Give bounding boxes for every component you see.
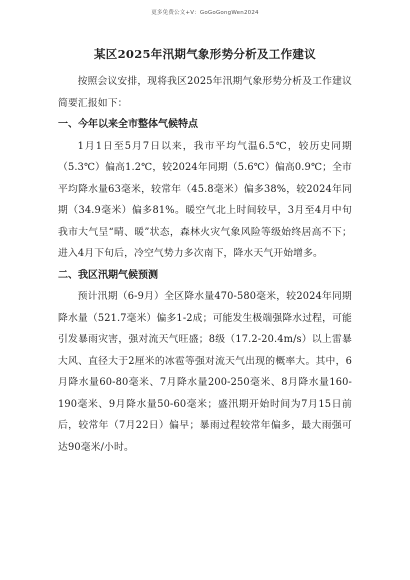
- watermark-text: 更多免费公文+V：GoGoGongWen2024: [151, 10, 259, 16]
- intro-paragraph: 按照会议安排，现将我区2025年汛期气象形势分析及工作建议简要汇报如下：: [58, 76, 352, 109]
- section-2-paragraph: 预计汛期（6-9月）全区降水量470-580毫米，较2024年同期降水量（521.7毫米）偏多1-2成；可能发生极端强降水过程，可能引发暴雨灾害，强对流天气旺盛；8级（17.2-20.4m/s）以上雷暴大风、直径大于2厘米的冰雹等强对流天气出现的概率大。其中，6月降水量60-80毫米、7月降水量200-250毫米、8月降水量160-190毫米、9月降水量50-60毫米；盛汛期开始时间为7月15日前后，较常年（7月22日）偏早；暴雨过程较常年偏多，最大雨强可达90毫米/小时。: [58, 291, 352, 453]
- section-2-heading: 二、我区汛期气候预测: [58, 269, 158, 281]
- document-title: 某区2025年汛期气象形势分析及工作建议: [93, 47, 316, 61]
- document-body: [58, 46, 352, 458]
- section-1-heading: 一、今年以来全市整体气候特点: [58, 119, 198, 130]
- section-1-paragraph: 1月1日至5月7日以来，我市平均气温6.5℃，较历史同期（5.3℃）偏高1.2℃，较2024年同期（5.6℃）偏高0.9℃；全市平均降水量63毫米，较常年（45.8毫米）偏多38%，较2024年同期（34.9毫米）偏多81%。暖空气北上时间较早，3月至4月中旬我市大气呈“晴、暖”状态，森林火灾气象风险等级始终居高不下；进入4月下旬后，冷空气势力多次南下，降水天气开始增多。: [58, 140, 352, 259]
